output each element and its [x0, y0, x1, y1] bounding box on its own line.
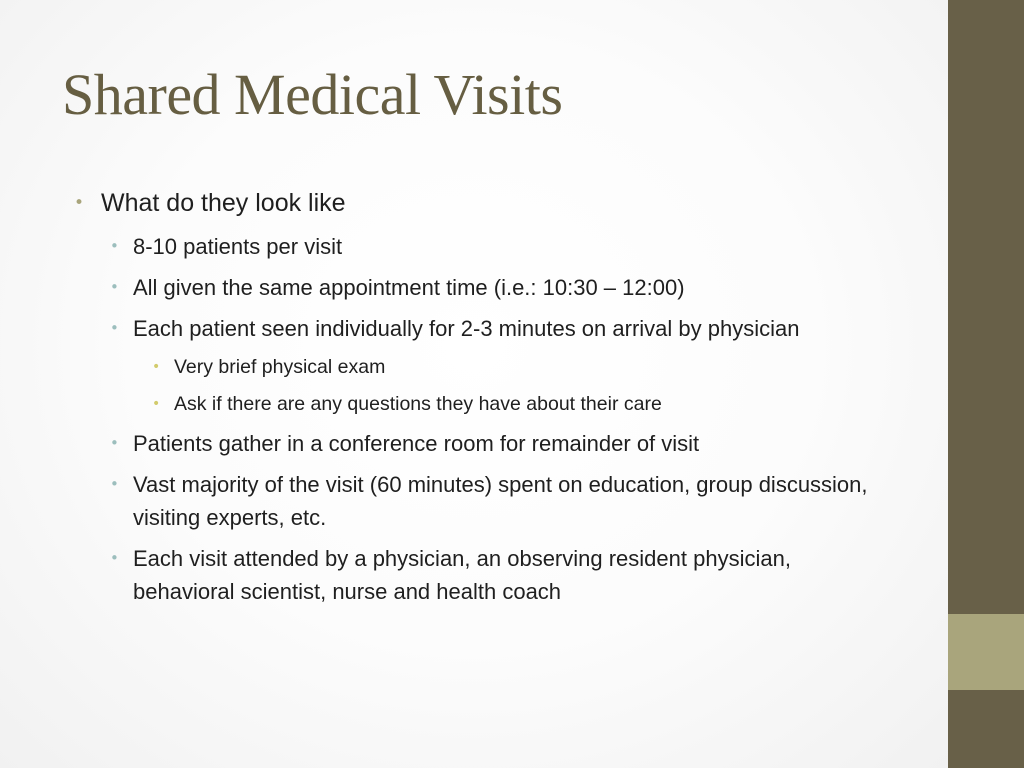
bullet-item — [0, 186, 948, 220]
bullet-item — [0, 312, 948, 345]
bullet-text: All given the same appointment time (i.e.: 10:30 – 12:00) — [133, 275, 685, 300]
bullet-dot-icon: • — [152, 359, 161, 375]
slide-title: Shared Medical Visits — [62, 62, 563, 127]
bullet-text: Very brief physical exam — [174, 356, 386, 378]
bullet-dot-icon: • — [152, 396, 161, 412]
bullet-text: Each visit attended by a physician, an observing resident physician, behavioral scientist, nurse and health coach — [133, 546, 791, 604]
bullet-text: Vast majority of the visit (60 minutes) spent on education, group discussion, visiting experts, etc. — [133, 472, 868, 530]
bullet-list — [0, 186, 948, 616]
bullet-dot-icon: • — [110, 434, 119, 452]
bullet-item — [0, 353, 948, 382]
bullet-dot-icon: • — [110, 278, 119, 296]
bullet-item — [0, 271, 948, 304]
bullet-text: 8-10 patients per visit — [133, 234, 343, 259]
bullet-item — [0, 390, 948, 419]
bullet-text: Each patient seen individually for 2-3 minutes on arrival by physician — [133, 316, 800, 341]
bullet-text: Patients gather in a conference room for remainder of visit — [133, 431, 700, 456]
bullet-item — [0, 542, 948, 608]
decorative-sidebar-accent — [948, 614, 1024, 690]
bullet-text: What do they look like — [101, 189, 346, 217]
bullet-dot-icon: • — [110, 549, 119, 567]
bullet-dot-icon: • — [110, 319, 119, 337]
bullet-item — [0, 468, 948, 534]
bullet-dot-icon: • — [110, 475, 119, 493]
bullet-text: Ask if there are any questions they have about their care — [174, 393, 662, 415]
bullet-item — [0, 230, 948, 263]
bullet-dot-icon: • — [74, 193, 85, 213]
bullet-item — [0, 427, 948, 460]
bullet-dot-icon: • — [110, 237, 119, 255]
